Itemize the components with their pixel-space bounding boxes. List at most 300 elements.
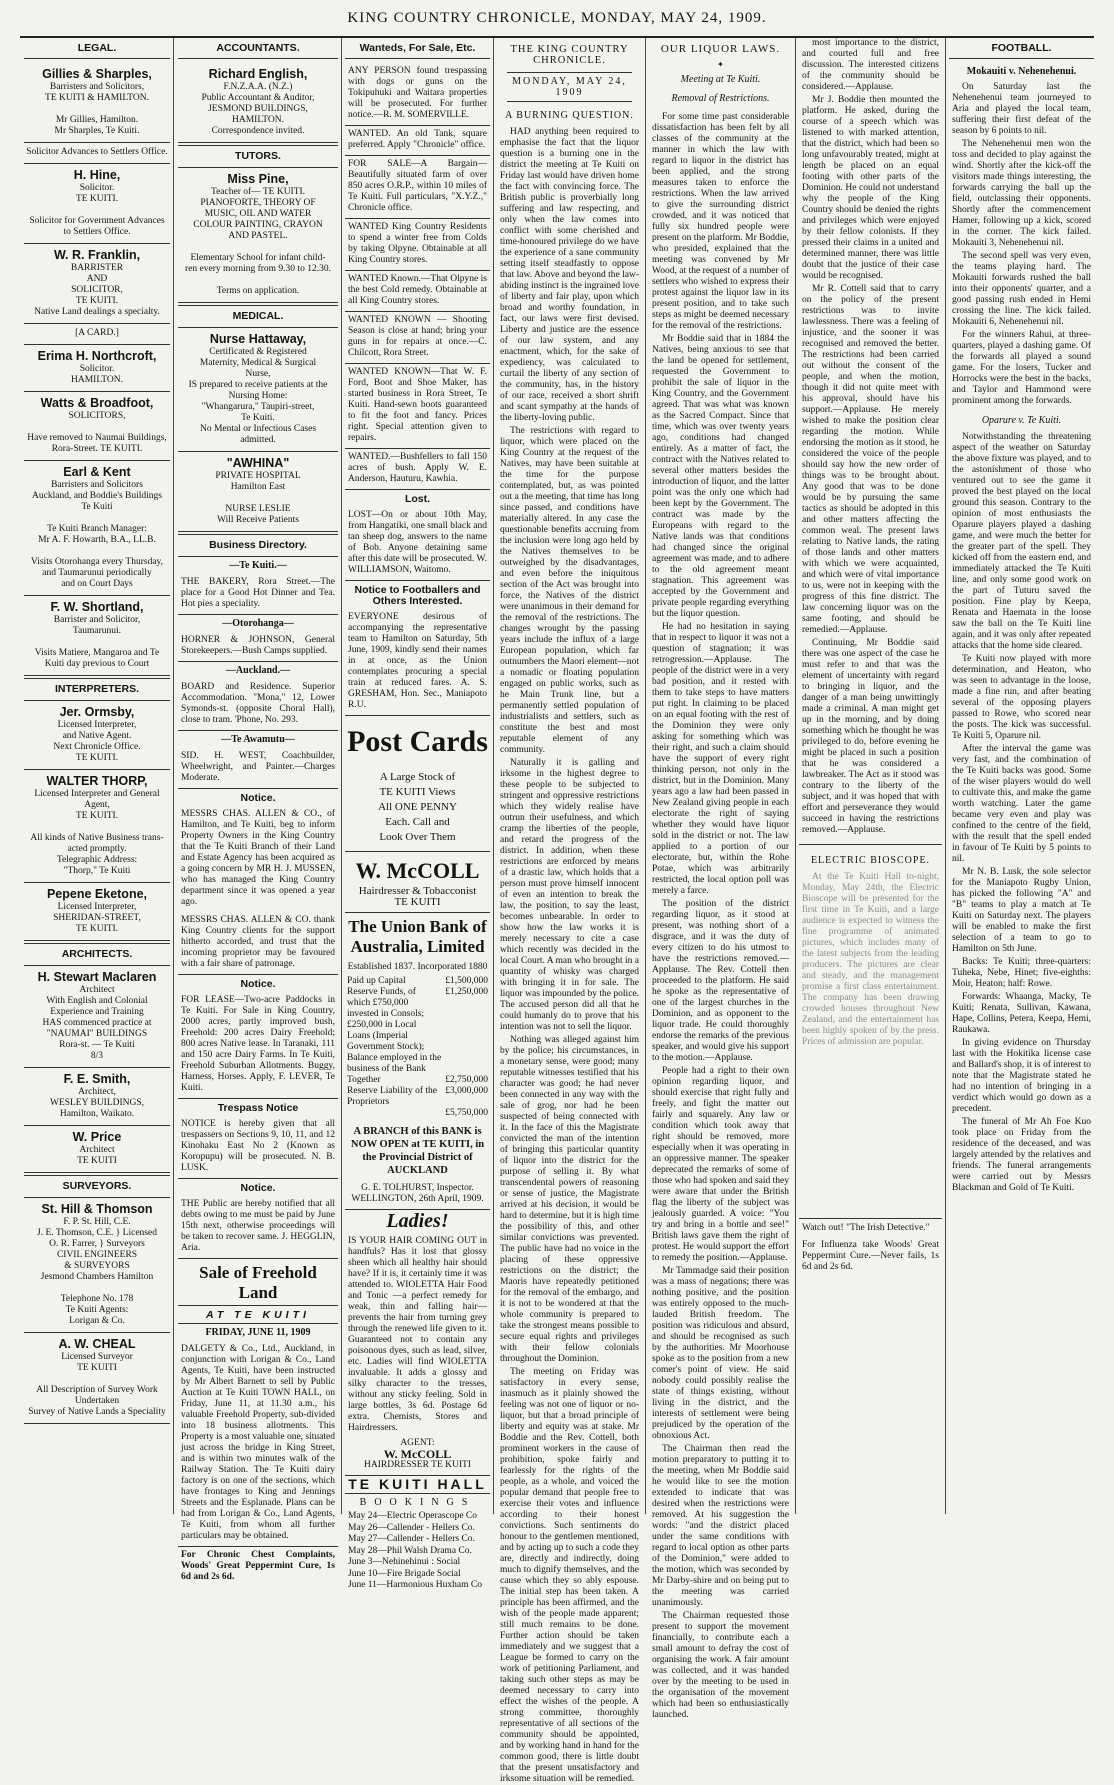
directory-card (24, 461, 170, 596)
booking-item: May 28—Phil Walsh Drama Co. (348, 1545, 472, 1556)
card-line (26, 205, 168, 216)
card-line: Solicitor. (79, 183, 115, 193)
section-heading-business-directory: Business Directory. (178, 534, 338, 557)
card-line: Correspondence invited. (211, 126, 305, 136)
postcard-line: All ONE PENNY (378, 801, 457, 813)
card-line: Barrister and Solicitor, (53, 615, 141, 625)
card-line: TE KUITI (77, 1156, 117, 1166)
article-headline: OUR LIQUOR LAWS. (660, 43, 781, 55)
directory-card (24, 770, 170, 883)
column-divider (645, 38, 646, 1514)
card-line: TE KUITI. (75, 194, 119, 204)
news-items (949, 1038, 1094, 1194)
postcard-line: A Large Stock of (379, 771, 456, 783)
notice-title: Notice. (240, 978, 276, 990)
card-name: Miss Pine, (227, 172, 289, 186)
card-line: Licensed Interpreter, (57, 902, 137, 912)
postcards-ad (345, 764, 490, 851)
town-heading: —Te Awamutu— (221, 734, 295, 745)
card-line: Architect (79, 1145, 115, 1155)
section-heading-interpreters: INTERPRETERS. (24, 678, 170, 701)
footballers-ad: EVERYONE desirous of accompanying the representative team to Hamilton on Saturday, 5th June, 1909, kindly send their names in at once, as the Union contemplates procuring a special train at reduced fares. A. S. GRESHAM, Hon. Sec., Maniapoto R.U. (345, 609, 490, 716)
card-line: AND (86, 274, 108, 284)
card-name: "AWHINA" (226, 456, 290, 470)
paragraph: Mr N. B. Lusk, the sole selector for the Maniapoto Rugby Union, has picked the following "A" and "B" teams to play a match at Te Kuiti on Saturday next. The players will be enabled to make the first selection of a team to go to Hamilton on 5th June. (952, 867, 1091, 954)
card-line: TE KUITI. (75, 296, 119, 306)
card-line: Hamilton East (230, 482, 286, 492)
booking-item: May 24—Electric Operascope Co (348, 1511, 477, 1521)
bank-value: £2,750,000 (445, 1075, 488, 1085)
bank-label: Paid up Capital (347, 976, 406, 986)
card-line (26, 822, 168, 833)
directory-card (24, 143, 170, 164)
bank-branch-notice: A BRANCH of this BANK is NOW OPEN at TE KUITI, in the Provincial District of AUCKLAND (350, 1126, 485, 1176)
card-line: Visits Otorohanga every Thursday, (30, 557, 164, 567)
card-line: With English and Colonial (46, 996, 148, 1006)
card-name: Gillies & Sharples, (42, 67, 152, 81)
card-line: "Thorp," Te Kuiti (63, 866, 131, 876)
bank-row (345, 1086, 490, 1108)
card-line: Solicitor. (79, 364, 115, 374)
town-heading: —Auckland.— (225, 665, 291, 676)
wanted-ad: WANTED. An old Tank, square preferred. Apply "Chronicle" office. (345, 126, 490, 156)
hall-bookings-list (345, 1511, 490, 1592)
card-line: [A CARD.] (75, 328, 119, 338)
directory-card (24, 63, 170, 143)
match-report (949, 432, 1094, 955)
wanted-ad: WANTED Known.—That Olpyne is the best Cold remedy. Obtainable at all King Country stores. (345, 271, 490, 312)
postcard-line: Look Over Them (379, 831, 456, 843)
card-line: Have removed to Naumai Buildings, (27, 433, 167, 443)
card-line: All Description of Survey Work (36, 1385, 158, 1395)
card-line: AND PASTEL. (228, 231, 288, 241)
card-line: Lorigan & Co. (69, 1316, 125, 1326)
directory-card (178, 328, 338, 452)
card-line (26, 1283, 168, 1294)
section-heading-architects: ARCHITECTS. (24, 943, 170, 966)
bakery-ad: THE BAKERY, Rora Street.—The place for a Good Hot Dinner and Tea. Hot pies a speciality. (178, 574, 338, 615)
paragraph: For the winners Rahui, at three-quarters, played a dashing game. Of the forwards all played a sound game. For the losers, Tucker and Horrocks were the best in the backs, and Taylor and Hammond were prominent among the forwards. (952, 330, 1091, 406)
notice-text: FOR LEASE—Two-acre Paddocks in Te Kuiti. For Sale in King Country, 2000 acres, partly improved bush, Freehold: 200 acres Dairy Freehold; 800 acres Native lease. In Taranaki, 111 and 150 acre Dairy Farms. In Te Kuiti, Freehold Suburban Allotments. Buggy, Harness, Horses. Apply, F. LEVER, Te Kuiti. (178, 992, 338, 1099)
card-line: Te Kuiti Agents: (65, 1305, 129, 1315)
sale-text: DALGETY & Co., Ltd., Auckland, in conjunction with Lorigan & Co., Land Agents, Te Kuiti, have been instructed by Mr Albert Barnett to sell by Public Auction at Te Kuiti TOWN HALL, on Friday, June 11, at 11.30 a.m., his valuable Freehold Property, sub-divided into 18 business allotments. This Property is a most valuable one, situated just across the bridge in King Street, and is within two minutes walk of the Railway Station. The Te Kuiti dairy factory is on one of the sections, which have frontages to King and Jennings Streets and the Esplanade. Plans can be had from Lorigan & Co., Land Agents, Te Kuiti, from whom all further particulars may be obtained. (178, 1341, 338, 1547)
wanted-ad: WANTED KNOWN — Shooting Season is close at hand; bring your guns in for repairs at once.—C. Chilcott, Rora Street. (345, 312, 490, 364)
card-line: O. R. Farrer, } Surveyors (49, 1239, 145, 1249)
article-body (649, 112, 792, 1721)
footballers-title: Notice to Footballers and Others Interested. (354, 584, 481, 607)
card-line: Experience and Training (50, 1007, 144, 1017)
wanted-ad: ANY PERSON found trespassing with dogs or guns on the Tokipuhuki and Waitara properties will be prosecuted. For further notice.—R. M. SOMERVILLE. (345, 63, 490, 126)
directory-card (24, 324, 170, 345)
card-name: Nurse Hattaway, (209, 332, 307, 346)
directory-card (24, 244, 170, 324)
card-line: Rora-st. — Te Kuiti (59, 1040, 135, 1050)
column-divider (493, 38, 494, 1514)
card-line: HAMILTON. (71, 375, 123, 385)
column-divider (945, 38, 946, 1514)
card-line: NURSE LESLIE (225, 504, 291, 514)
paragraph: The position of the district regarding liquor, as it stood at present, was nothing short of a disgrace, and it was the duty of every citizen to do his utmost to have the restrictions removed.—Applause. The Rev. Cottell then proceeded to the platform. He said he spoke as the representative of one of the largest churches in the Dominion, and as opponent to the liquor trade. He could thoroughly endorse the remarks of the previous speaker, and would give his support to the motion.—Applause. (652, 899, 789, 1063)
lost-ad: LOST—On or about 10th May, from Hangatiki, one small black and tan sheep dog, answers to the name of Bob. Anyone detaining same after this date will be prosecuted. W. WILLIAMSON, Waitomo. (345, 507, 490, 581)
footer-ad: For Influenza take Woods' Great Peppermint Cure.—Never fails, 1s 6d and 2s 6d. (802, 1240, 939, 1272)
directory-card (24, 164, 170, 244)
card-line: Survey of Native Lands a Speciality (28, 1407, 166, 1417)
card-line: No Mental or Infectious Cases (199, 424, 317, 434)
card-line: Hamilton, Waikato. (59, 1109, 135, 1119)
notice-text: NOTICE is hereby given that all trespassers on Sections 9, 10, 11, and 12 Kinohaku East No 2 (Known as Koropupu) will be prosecuted. N. B. LUSK. (178, 1116, 338, 1179)
card-line (180, 242, 336, 253)
directory-card (24, 345, 170, 392)
directory-card (24, 596, 170, 676)
wanted-ad: WANTED King Country Residents to spend a winter free from Colds by taking Olpyne. Obtainable at all King Country stores. (345, 219, 490, 271)
card-line: Native Land dealings a specialty. (34, 307, 160, 317)
liquor-laws-column (649, 38, 792, 1720)
card-line (26, 104, 168, 115)
bank-row (345, 1075, 490, 1086)
card-name: Jer. Ormsby, (59, 705, 135, 719)
bank-value: £3,000,000 (445, 1086, 488, 1096)
card-line: Jesmond Chambers Hamilton (40, 1272, 154, 1282)
card-line: Will Receive Patients (217, 515, 299, 525)
card-line: PIANOFORTE, THEORY OF (200, 198, 316, 208)
notice-title: Notice. (240, 1182, 276, 1194)
card-name: F. E. Smith, (63, 1072, 131, 1086)
card-line (26, 1374, 168, 1385)
paragraph: The Chairman requested those present to support the movement financially, to contribute each a small amount to defray the cost of organising the work. A fair amount was collected, and it was handed over by the meeting to be used in the organisation of the movement which had been so enthusiastically launched. (652, 1611, 789, 1720)
nurse-card (178, 328, 338, 452)
directory-card (178, 63, 338, 143)
architect-cards (24, 966, 170, 1173)
editorial-date: MONDAY, MAY 24, 1909 (507, 72, 632, 102)
card-line: SHERIDAN-STREET, (53, 913, 141, 923)
wanted-ad: WANTED.—Bushfellers to fall 150 acres of bush. Apply W. E. Anderson, Hauturu, Kawhia. (345, 449, 490, 490)
bookings-heading: BOOKINGS (359, 1497, 476, 1508)
card-line: TE KUITI. (75, 753, 119, 763)
card-line: admitted. (240, 435, 276, 445)
directory-card (24, 1068, 170, 1126)
card-line: Licensed Surveyor (61, 1352, 133, 1362)
hospital-card (178, 452, 338, 532)
card-line: Telegraphic Address: (56, 855, 138, 865)
paragraph: For some time past considerable dissatisfaction has been felt by all classes of the community at the manner in which the law with regard to liquor in the district has been applied, and the strong measures taken to enforce the restrictions. When the law arrived to give the surrounding district crowded, and it was noticed that fully six hundred people were present on the platform. Mr Boddie, who presided, explained that the meeting was convened by Mr Wood, at the request of a number of settlers who wished to express their protest against the liquor law in its present position, and to take such steps as might be deemed necessary for the removal of the restrictions. (652, 112, 789, 331)
card-name: W. Price (72, 1130, 122, 1144)
ladies-ad: IS YOUR HAIR COMING OUT in handfuls? Has it lost that glossy sheen which all healthy hair should have? If it is, it certainly time it was attended to. WIOLETTA Hair Food and Tonic —a perfect remedy for weak, thin and falling hair—prevents the hair from turning grey through the renewed life given to it. Guaranteed not to contain any poisonous dyes, such as lead, silver, etc. Ladies will find WIOLETTA invaluable. It adds a glossy and silky character to the tresses, without any sticky feeling. Sold in large bottles, 3s 6d. Postage 6d extra. Chemists, Stores and Hairdressers. (348, 1236, 487, 1433)
card-line: "Whangarura," Taupiri-street, (201, 402, 315, 412)
editorial-column (497, 38, 642, 1784)
agent-label: AGENT: (400, 1438, 435, 1448)
card-name: F. W. Shortland, (50, 600, 144, 614)
card-line: Licensed Interpreter, (57, 720, 137, 730)
watch-notice: Watch out! "The Irish Detective." (799, 1218, 942, 1234)
card-line: Elementary School for infant child- (190, 253, 326, 263)
masthead-title: KING COUNTRY CHRONICLE, MONDAY, MAY 24, 1909. (347, 9, 767, 26)
booking-item: June 10—Fire Brigade Social (348, 1568, 461, 1579)
paragraph: Backs: Te Kuiti; three-quarters: Tuheka, Nebe, Hinet; five-eighths: Moir, Heaton; half: Rowe. (952, 957, 1091, 989)
card-line: Public Accountant & Auditor, (201, 93, 315, 103)
accountants-column (178, 38, 338, 1582)
ladies-title: Ladies! (386, 1210, 449, 1232)
tutor-card (178, 168, 338, 303)
paragraph: The Chairman then read the motion preparatory to putting it to the meeting, when Mr Boddie said he would like to see the motion extended to indicate that was desired when the restrictions were removed. At his suggestion the words: "and the district placed under the same conditions with regard to local option as other parts of the Dominion," were added to the motion, which was seconded by Mr Darby-shire and on being put to the meeting was carried unanimously. (652, 1444, 789, 1608)
card-line: J. E. Thomson, C.E. } Licensed (37, 1228, 157, 1238)
bank-place-date: WELLINGTON, 26th April, 1909. (345, 1194, 490, 1210)
column-divider (173, 38, 174, 1514)
wanted-ad: FOR SALE—A Bargain—Beautifully situated farm of over 850 acres O.R.P., within 10 miles of Te Kuiti. Full particulars, "X.Y.Z.," Chronicle office. (345, 156, 490, 219)
booking-item: June 3—Nehinehinui : Social (348, 1557, 461, 1567)
card-line (26, 422, 168, 433)
paragraph: Mr Boddie said that in 1884 the Natives, being anxious to see that the land be opened for settlement, requested the Government to prohibit the sale of liquor in the King Country, and the Government agreed. That was what was known as the Sacred Compact. Since that time, which was over twenty years ago, conditions had changed entirely. As a matter of fact, the contract with the Natives related to several other matters besides the introduction of liquor, and the latter point was the only one which had been kept by the Government. The contract was made by the Europeans with regard to the Native lands was that conditions had changed since the original agreement was made, and to adhere to the old agreement meant stagnation. This agreement was accepted by the Government and private people regarding everything but the liquor question. (652, 334, 789, 619)
card-line: SOLICITORS, (68, 411, 126, 421)
card-line: Next Chronicle Office. (53, 742, 141, 752)
paragraph: Nothing was alleged against him by the police; his circumstances, in a monetary sense, were good; many reputable witnesses testified that his character was good; he had never been connected in any way with the sale of grog, nor had he been suspected of being connected with it. In the face of this the Magistrate convicted the man of the intention of bringing this particular quantity of liquor into the district for the purpose of selling it. By what transcendental powers of reasoning or sense of justice, the Magistrate arrived at his decision, it would be hard to determine, but it is high time the possibility of this, and other similar convictions was prevented. The public have had no voice in the placing of these oppressive restrictions on the district; the Maoris have repeatedly petitioned for the removal of the embargo, and it is not to be wondered at that the whole community is prepared to take the strongest means possible to secure equal rights and privileges with their fellow colonials throughout the Dominion. (500, 1035, 639, 1364)
card-line (26, 637, 168, 648)
card-line: Rora-Street. TE KUITI. (51, 444, 143, 454)
bioscope-text: At the Te Kuiti Hall to-night, Monday, May 24th, the Electric Bioscope will be presented for the first time in Te Kuiti, and a large audience is expected to witness the fine programme of animated pictures, which includes many of the latest subjects from the leading producers. The pictures are clear and steady, and the management promise a first class entertainment. The company has been drawing crowded houses throughout New Zealand, and the entertainment has been highly spoken of by the press. Prices of admission are popular. (802, 872, 939, 1047)
sale-subtitle: AT TE KUITI (178, 1305, 338, 1324)
accountant-card (178, 63, 338, 143)
directory-card (24, 1198, 170, 1333)
masthead (20, 0, 1094, 36)
bank-label: Together (347, 1075, 381, 1085)
postcard-line: TE KUITI Views (379, 786, 456, 798)
storekeeper-ad: HORNER & JOHNSON, General Storekeepers.—Bush Camps supplied. (178, 632, 338, 662)
sale-title: Sale of Freehold Land (199, 1263, 317, 1302)
card-line: Barristers and Solicitors, (49, 82, 145, 92)
card-line: Nurse, (245, 369, 271, 379)
card-line (180, 493, 336, 504)
card-line: TE KUITI & HAMILTON. (45, 93, 149, 103)
card-line: & SURVEYORS (64, 1261, 130, 1271)
town-heading: —Te Kuiti.— (229, 560, 287, 571)
bank-row (345, 1108, 490, 1119)
interpreter-cards (24, 701, 170, 941)
card-line: ren every morning from 9.30 to 12.30. (185, 264, 331, 274)
bank-value: £5,750,000 (445, 1108, 488, 1118)
notice-title: Notice. (240, 792, 276, 804)
paragraph: Mr Tammadge said their position was a mass of negations; there was nothing positive, and the position was entirely opposed to the much-lauded British freedom. The position was ridiculous and absurd, and should be recognised as such by the authorities. Mr Moorhouse spoke as to the position from a new comer's point of view. He said nobody could possibly realise the state of things existing, without living in the district, and the interests of settlement were being prejudiced by the operation of the obnoxious Act. (652, 1266, 789, 1441)
postcards-title: Post Cards (347, 725, 488, 758)
column-divider (795, 38, 796, 1514)
card-line: Solicitor for Government Advances to Settlers Office. (29, 216, 165, 237)
postcard-line: Each. Call and (385, 816, 450, 828)
paragraph: Mr R. Cottell said that to carry on the policy of the present restrictions was to invite lawlessness. There was a feeling of injustice, and the sooner it was recognised and removed the better. The restrictions had been carried out without the consent of the people, and when the motion, though it did not quite meet with his approval, should have his support.—Applause. He merely wished to make the position clear regarding the motion. While endorsing the motion as it stood, he considered the voice of the people should say how the new order of things was to be brought about. Any good that was to be done would be by pursuing the same tactics as should be adopted in this and other matters affecting the common weal. The present laws relating to Native lands, the rating of those lands and other matters with which we were acquainted, and which were of vital importance to us, were not in keeping with the progress of this fine district. The law concerning liquor was on the same footing, and should be remedied.—Applause. (802, 284, 939, 635)
booking-item: May 26—Callender - Hellers Co. (348, 1522, 475, 1533)
card-line: TE KUITI (77, 1363, 117, 1373)
bank-figures-table (345, 976, 490, 1119)
card-line: and Taumarunui periodically (42, 568, 152, 578)
bioscope-headline: ELECTRIC BIOSCOPE. (799, 844, 942, 872)
card-line: Te Kuiti Branch Manager: (47, 524, 147, 534)
directory-card (24, 1126, 170, 1173)
card-line: Architect (79, 985, 115, 995)
notice-title: Trespass Notice (217, 1102, 299, 1114)
card-line: Teacher of— TE KUITI. (210, 187, 306, 197)
section-heading-wanteds: Wanteds, For Sale, Etc. (345, 38, 490, 59)
hall-title: TE KUITI HALL (345, 1475, 490, 1494)
blank-space (799, 1048, 942, 1218)
mccoll-subtitle: Hairdresser & Tobacconist (358, 885, 477, 897)
card-line: Visits Matiere, Mangaroa and Te (34, 648, 160, 658)
card-name: St. Hill & Thomson (41, 1202, 153, 1216)
paragraph: The funeral of Mr Ah Foe Kuo took place on Friday from the residence of the deceased, and was largely attended by the relatives and friends. The funeral arrangements were carried out by Messrs Blackman and Gold of Te Kuiti. (952, 1117, 1091, 1193)
paragraph: Forwards: Whaanga, Macky, Te Kuiti; Renata, Sullivan, Kawana, Hape, Collins, Petera, Keepa, Hemi, Raukawa. (952, 992, 1091, 1035)
card-name: H. Hine, (73, 168, 121, 182)
wanteds-column (345, 38, 490, 1590)
card-line: COLOUR PAINTING, CRAYON (193, 220, 323, 230)
bank-label: Reserve Funds, of which £750,000 invested in Consols; £250,000 in Local Loans (Imperial Government Stock); Balance employed in the business of the Bank (347, 987, 442, 1074)
card-line: Te Kuiti. (241, 413, 275, 423)
directory-card (24, 883, 170, 941)
card-line: "NAUMAI" BUILDINGS (46, 1029, 148, 1039)
card-line: TE KUITI. (75, 924, 119, 934)
notice-text: MESSRS CHAS. ALLEN & CO., of Hamilton, and Te Kuiti, beg to inform Property Owners in the King Country that the Te Kuiti Branch of their Land and Estate Agency has been acquired as a going concern by MR H. J. MUSSEN, who has managed the King Country department since it was opened a year ago. (181, 809, 335, 907)
paragraph: He had no hesitation in saying that in respect to liquor it was not a question of stagnation; it was retrogression.—Applause. The people of the district were in a very bad position, and it rested with them to take steps to have matters put right. In claiming to be placed on an equal footing with the rest of the Dominion they were only asking for something which was their right, and such a claim should have the support of every right thinking person, not only in the district, but in the Dominion. Many years ago a law had been passed in New Zealand giving people in each electorate the right of saying whether they would have liquor sold in the district or not. The law applied to a portion of our electorate, but, within the Rohe Potae, which was arbitrarily restricted, the local option poll was merely a farce. (652, 622, 789, 896)
card-name: Earl & Kent (63, 465, 131, 479)
card-line: HAS commenced practice at (42, 1018, 152, 1028)
bank-label: Reserve Liability of the Proprietors (347, 1086, 437, 1107)
directory-card (24, 966, 170, 1068)
section-heading-tutors: TUTORS. (178, 145, 338, 168)
card-line: Barristers and Solicitors (51, 480, 143, 490)
bank-established: Established 1837. Incorporated 1880 (347, 962, 488, 972)
section-heading-football: FOOTBALL. (949, 38, 1094, 59)
directory-card (24, 392, 170, 461)
paper-title: THE KING COUNTRY CHRONICLE. (510, 44, 629, 66)
town-heading: —Otorohanga— (222, 618, 294, 629)
paragraph: The restrictions with regard to liquor, which were placed on the King Country at the request of the Natives, may have been suitable at the time for the purpose contemplated, but, as was pointed out a the meeting, that time has long since passed, and conditions have materially altered. In any case the questionable benefits accruing from the inclusion were long ago held by the Natives themselves to be outweighed by the disadvantages, and even before the iniquitous section of the Act was brought into force, the Natives of the district were unanimous in their demand for the removal of the restrictions. The changes wrought by the passing years include the influx of a large European population, which far outnumbers the Maori element—not a nomadic or floating population engaged on public works, such as he Main Trunk line, but a permanently settled population of industrialists and settlers, such as constitute the best and most reputable element of any community. (500, 426, 639, 755)
continuation-body (799, 38, 942, 836)
card-name: A. W. CHEAL (58, 1337, 136, 1351)
paragraph: People had a right to their own opinion regarding liquor, and should exercise that right fully and freely, and fight the matter out fairly and squarely. Any law or condition which took away that right should be removed, more especially when it was operating in an oppressive manner. The speaker deprecated the remarks of some of those who had spoken and said they were aware that under the British flag the liberty of the subject was jealously guarded. A voice: "You try and bring in a bottle and see!" British laws gave them the right of protest. He would support the effort to remedy the position.—Applause. (652, 1066, 789, 1263)
card-name: Richard English, (208, 67, 308, 81)
notice-text: THE Public are hereby notified that all debts owing to me must be paid by June 15th next, otherwise proceedings will be taken to recover same. J. HEGGLIN, Aria. (178, 1196, 338, 1259)
card-name: Pepene Eketone, (46, 887, 148, 901)
card-line: Taumarunui. (72, 626, 122, 636)
card-line: Auckland, and Boddie's Buildings (32, 491, 162, 501)
paragraph: On Saturday last the Nehenehenui team journeyed to Aria and played the local team, suffering their first defeat of the season by 6 points to nil. (952, 82, 1091, 136)
card-line: Mr Sharples, Te Kuiti. (54, 126, 140, 136)
paragraph: After the interval the game was very fast, and the combination of the Te Kuiti backs was good. Some of the wiser players would do well to cultivate this, and make the game worth watching. Later the game became very even and play was confined to the centre of the field, with the result that the spell ended in favour of Te Kuiti by 5 points to nil. (952, 744, 1091, 864)
card-line: Maternity, Medical & Surgical (199, 358, 317, 368)
card-line: Nursing Home: (228, 391, 288, 401)
article-subheading: Removal of Restrictions. (671, 93, 770, 104)
booking-item: June 11—Harmonious Huxham Co (348, 1580, 482, 1590)
card-line: and Native Agent. (62, 731, 132, 741)
booking-item: May 27—Callender - Hellers Co. (348, 1534, 475, 1544)
paragraph: HAD anything been required to emphasise the fact that the liquor question is a burning one in the district the meeting at Te Kuiti on Friday last would have driven home the fact with convincing force. The British public is proverbially long suffering and law respecting, and only when the law comes into conflict with some cherished and time-honoured privilege do we have the experience of a sane community setting itself steadfastly to oppose that law. Above and beyond the law-abiding instinct is the ingrained love of liberty and fair play, upon which broad and worthy foundation, in fact, our laws were first devised. Liberty and justice are the essence of our law system, and any enactment, which, for the sake of expediency, was calculated to curtail the liberty of any section of the community, has, in the history of our race, received a short shrift and scant sympathy at the hands of the liberty-loving public. (500, 127, 639, 423)
card-line: Mr Gillies, Hamilton. (55, 115, 139, 125)
bank-title: The Union Bank of Australia, Limited (348, 917, 487, 956)
paragraph: Te Kuiti now played with more determination, and Heaton, who was seen to advantage in the loose, made a fine run, and after beating several of the opposing players passed to Rowe, who scored near the posts. The kick was successful. Te Kuiti 5, Oparure nil. (952, 654, 1091, 741)
directory-card (24, 701, 170, 770)
paragraph: most importance to the district, and courted full and free discussion. The interested citizens of the community should be considered.—Applause. (802, 38, 939, 92)
agent-role: HAIRDRESSER TE KUITI (364, 1460, 471, 1470)
card-line: TE KUITI. (75, 811, 119, 821)
paragraph: Continuing, Mr Boddie said there was one aspect of the case he must refer to and that was the element of uncertainty with regard to bringing in liquor, and the danger of a man being unwittingly made a criminal. A man might get up in the morning, and by doing something which he thought he was privileged to do, before evening he might be placed in such a position that he was considered a lawbreaker. The Act as it stood was contrary to the liberty of the subject, and it was hoped that with effort and perseverance they would succeed in having the restrictions removed.—Applause. (802, 638, 939, 835)
card-line: PRIVATE HOSPITAL (215, 471, 301, 481)
bank-row (345, 976, 490, 987)
card-line: MUSIC, OIL AND WATER (204, 209, 312, 219)
mccoll-place: TE KUITI (345, 897, 490, 913)
card-line: BARRISTER (70, 263, 124, 273)
section-heading-legal: LEGAL. (24, 38, 170, 59)
card-line: Undertaken (74, 1396, 120, 1406)
surveyor-cards (24, 1198, 170, 1424)
card-line: WESLEY BUILDINGS, (49, 1098, 145, 1108)
match-report (949, 82, 1094, 407)
card-name: WALTER THORP, (46, 774, 148, 788)
card-line: F.N.Z.A.A. (N.Z.) (223, 82, 293, 92)
directory-card (178, 452, 338, 532)
card-line: Te Kuiti (81, 502, 113, 512)
editorial-headline: A BURNING QUESTION. (505, 110, 634, 121)
card-line (180, 275, 336, 286)
paragraph: Mr J. Boddie then mounted the platform. He asked, during the course of a speech which was listened to with marked attention, that the district, which had been so long unfavourably treated, might at length be placed on an equal footing with other parts of the Dominion. He could not understand why the people of the King Country should be denied the rights and privileges which were enjoyed by their fellow colonists. If they pressed their claims in a united and determined manner, there was little doubt that the justice of their case would be recognised. (802, 95, 939, 281)
card-line: and on Court Days (61, 579, 133, 589)
card-line: Agent, (84, 800, 110, 810)
card-line: 8/3 (90, 1051, 104, 1061)
section-heading-medical: MEDICAL. (178, 305, 338, 328)
football-column (949, 38, 1094, 1514)
bank-inspector: G. E. TOLHURST, Inspector. (361, 1183, 474, 1193)
editorial-body (497, 127, 642, 1785)
card-name: Erima H. Northcroft, (37, 349, 157, 363)
card-line: Certificated & Registered (209, 347, 307, 357)
paragraph: The second spell was very even, the teams playing hard. The Mokauiti forwards rushed the ball into their opponents' quarter, and a good passing rush ended in Hemi crossing the line. The kick failed. Mokauiti 6, Nehenehenui nil. (952, 251, 1091, 327)
footer-ad: For Chronic Chest Complaints, Woods' Great Peppermint Cure, 1s 6d and 2s 6d. (181, 1550, 335, 1582)
card-line: IS prepared to receive patients at the (188, 380, 328, 390)
bank-row (345, 987, 490, 1075)
wanted-ad: WANTED KNOWN—That W. F. Ford, Boot and Shoe Maker, has started business in Rora Street, Te Kuiti. Hand-sewn boots guaranteed to fit the foot and fancy. Prices right. Special attention given to repairs. (345, 364, 490, 449)
column-divider (341, 38, 342, 1514)
continuation-column (799, 38, 942, 1514)
board-ad: BOARD and Residence. Superior Accommodation. "Mona," 12, Lower Symonds-st. (opposite Choral Hall), close to tram. 'Phone, No. 293. (178, 679, 338, 731)
card-line: Terms on application. (216, 286, 300, 296)
section-heading-accountants: ACCOUNTANTS. (178, 38, 338, 59)
card-line: SOLICITOR, (71, 285, 123, 295)
section-heading-surveyors: SURVEYORS. (24, 1175, 170, 1198)
card-line: CIVIL ENGINEERS (56, 1250, 138, 1260)
mccoll-title: W. McCOLL (355, 858, 480, 883)
card-line: F. P. St. Hill, C.E. (63, 1217, 131, 1227)
article-subheading: Meeting at Te Kuiti. (680, 74, 761, 85)
match-heading: Oparure v. Te Kuiti. (981, 415, 1062, 426)
match-heading: Mokauiti v. Nehenehenui. (966, 66, 1077, 77)
team-lists (949, 957, 1094, 1036)
bank-label (345, 1108, 443, 1119)
lost-title: Lost. (404, 493, 431, 505)
card-name: Watts & Broadfoot, (40, 396, 154, 410)
bank-value: £1,250,000 (445, 987, 488, 997)
directory-card (178, 168, 338, 303)
card-line: Mr A. F. Howarth, B.A., LL.B. (38, 535, 156, 545)
notice-text: MESSRS CHAS. ALLEN & CO. thank King Country clients for the support hitherto accorded, and trust that the incoming proprietor may be favoured with a fair share of patronage. (178, 912, 338, 975)
paragraph: Naturally it is galling and irksome in the highest degree to these people to be subjected to stringent and oppressive restrictions which they widely realise have outrun their usefulness, and which cramp the liberties of the people, and retard the progress of the district. In addition, when these restrictions are enforced by means of a drastic law, which holds that a person must prove himself innocent of even an intention to break the law, the position, to say the least, becomes unbearable. In order to show how the law works it is merely necessary to cite a case which recently was decided in the local Court. A man who brought in a quantity of whisky was charged with bringing it in for sale. The liquor was impounded by the police. The accused person did all that he could humanly do to prove that his intention was not to sell the liquor. (500, 758, 639, 1032)
card-line: HAMILTON. (232, 115, 284, 125)
card-line: Architect, (78, 1087, 116, 1097)
card-line: JESMOND BUILDINGS, (208, 104, 308, 114)
card-line: Telephone No. 178 (60, 1294, 134, 1304)
card-line (26, 513, 168, 524)
card-line: All kinds of Native Business trans- (30, 833, 164, 843)
ornament: ✦ (717, 60, 724, 69)
agent-name: W. McCOLL (383, 1447, 452, 1461)
coachbuilder-ad: SID. H. WEST, Coachbuilder, Wheelwright, and Painter.—Charges Moderate. (178, 748, 338, 789)
card-line: Licensed Interpreter and General (34, 789, 160, 799)
sale-date: FRIDAY, JUNE 11, 1909 (205, 1327, 311, 1338)
wanted-ads (345, 63, 490, 490)
legal-cards (24, 63, 170, 676)
